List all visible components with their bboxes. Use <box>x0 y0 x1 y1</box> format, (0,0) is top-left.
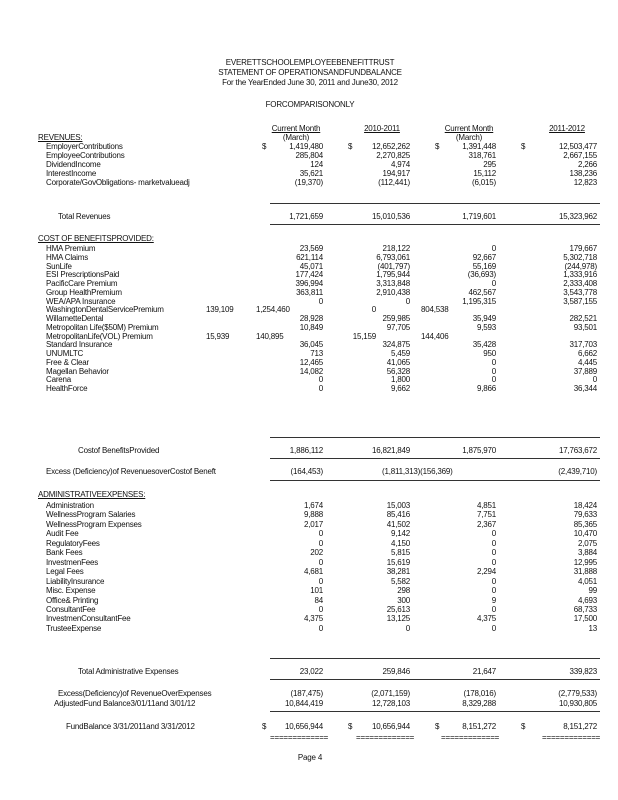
cost-row-col1: 28,928 <box>299 314 323 323</box>
cost-row-col2: 41,065 <box>386 357 410 367</box>
adjusted-fund-balance-col1: 10,844,419 <box>284 699 323 708</box>
fund-balance-eq-3: ============= <box>441 733 500 742</box>
cost-row-col3: 0 <box>491 357 496 367</box>
admin-row-label: LiabilityInsurance <box>46 576 105 586</box>
cost-row-col3: 0 <box>491 375 496 385</box>
cost-subtotal-rule <box>270 437 600 438</box>
revenue-row-col3: 1,391,448 <box>462 142 496 151</box>
total-revenues-label: Total Revenues <box>58 212 111 221</box>
cost-row-col1: 0 <box>318 375 323 385</box>
admin-row-col3: 0 <box>491 538 496 548</box>
cost-row-col1: 45,071 <box>299 261 323 271</box>
cost-row-col2: (401,797) <box>377 261 410 271</box>
total-revenues-col2: 15,010,536 <box>371 212 410 221</box>
excess-revenues-over-cost-col1: (164,453) <box>290 467 323 476</box>
cost-row-col3: 9,866 <box>476 384 496 393</box>
admin-row-col1: 1,674 <box>303 501 323 510</box>
excess-revenue-over-expenses-col3: (178,016) <box>463 689 496 698</box>
admin-row-col1: 9,888 <box>303 510 323 520</box>
excess-rule <box>270 480 600 481</box>
admin-row-col1: 4,681 <box>303 567 323 577</box>
total-revenues-col4: 15,323,962 <box>558 212 597 221</box>
admin-row-col3: 9 <box>491 595 496 605</box>
cost-row-col4: 37,889 <box>573 366 597 376</box>
revenue-row-label: EmployeeContributions <box>46 151 125 161</box>
admin-row-col2: 85,416 <box>386 510 410 520</box>
revenue-row-col1: 124 <box>310 160 323 170</box>
cost-row-col2: 259,985 <box>382 314 410 323</box>
cost-row-col3: 92,667 <box>472 252 496 262</box>
admin-row-label: Administration <box>46 501 94 510</box>
adjusted-fund-balance-col2: 12,728,103 <box>371 699 410 708</box>
admin-row-col2: 5,815 <box>390 548 410 558</box>
revenue-row-col2: 12,652,262 <box>371 142 410 151</box>
admin-row-col3: 2,367 <box>476 519 496 529</box>
admin-row-label: WellnessProgram Salaries <box>46 510 136 520</box>
cost-row-col2: 3,313,848 <box>376 279 410 288</box>
cost-row-label: Standard Insurance <box>46 340 113 350</box>
admin-row-col4: 4,693 <box>577 595 597 605</box>
revenue-row-label: EmployerContributions <box>46 142 123 151</box>
adjusted-fund-balance-col4: 10,930,805 <box>558 699 597 708</box>
admin-row-label: Legal Fees <box>46 567 84 577</box>
admin-row-col4: 2,075 <box>577 538 597 548</box>
admin-row-col4: 17,500 <box>573 614 597 624</box>
admin-row-col4: 68,733 <box>573 604 597 614</box>
cost-row-col4: 2,333,408 <box>563 279 597 288</box>
cost-row-col1: 23,569 <box>299 244 323 253</box>
admin-total-col1: 23,022 <box>299 667 323 676</box>
admin-row-col3: 0 <box>491 604 496 614</box>
cost-row-col1: 12,465 <box>299 357 323 367</box>
cost-row-col3: 804,538 <box>421 305 449 315</box>
cost-row-col2: 97,705 <box>386 322 410 332</box>
excess-revenues-over-cost-label: Excess (Deficiency)of RevenuesoverCostof Beneft <box>46 467 216 476</box>
revenue-row-label: InterestIncome <box>46 169 97 179</box>
revenue-row-dollar-4: $ <box>521 142 526 151</box>
cost-row-col3: 35,949 <box>472 314 496 323</box>
cost-row-col2: 56,328 <box>386 366 410 376</box>
fund-balance-col1: 10,656,944 <box>284 722 323 731</box>
total-revenues-col1: 1,721,659 <box>289 212 323 221</box>
admin-row-col1: 2,017 <box>303 519 323 529</box>
report-period: For the YearEnded June 30, 2011 and June30, 2012 <box>222 78 398 87</box>
cost-row-col3: 35,428 <box>472 340 496 350</box>
cost-row-col3: 950 <box>483 349 496 358</box>
revenue-row-col4: 2,667,155 <box>563 151 597 161</box>
cost-row-col3: 1,195,315 <box>462 296 496 306</box>
revenue-row-dollar-1: $ <box>262 142 267 151</box>
admin-row-label: InvestmenConsultantFee <box>46 614 131 624</box>
fund-balance-eq-2: ============= <box>356 733 415 742</box>
cost-row-col2: 0 <box>371 305 376 315</box>
admin-row-col3: 0 <box>491 548 496 558</box>
cost-row-col2: 1,795,944 <box>376 270 410 280</box>
cost-row-col2: 218,122 <box>382 244 410 253</box>
cost-row-col1: 396,994 <box>295 279 323 288</box>
cost-row-col4: (244,978) <box>564 261 597 271</box>
col4-heading: 2011-2012 <box>549 124 585 133</box>
admin-subtotal-rule <box>270 658 600 659</box>
admin-row-col2: 15,003 <box>386 501 410 510</box>
report-title: EVERETTSCHOOLEMPLOYEEBENEFITTRUST <box>225 58 395 67</box>
cost-row-col3: 462,567 <box>468 287 496 297</box>
admin-row-col2: 25,613 <box>386 604 410 614</box>
admin-total-label: Total Administrative Expenses <box>78 667 179 676</box>
cost-row-label: HealthForce <box>46 384 88 393</box>
admin-row-col2: 298 <box>397 586 410 596</box>
admin-row-col3: 0 <box>491 576 496 586</box>
cost-row-col4: 36,344 <box>573 384 597 393</box>
revenue-row-col4: 138,236 <box>569 169 597 179</box>
revenue-row-col1: 35,621 <box>299 169 323 179</box>
cost-row-col3: 0 <box>491 279 496 288</box>
cost-row-col3: 9,593 <box>476 322 496 332</box>
total-revenues-col3: 1,719,601 <box>462 212 496 221</box>
admin-row-col3: 0 <box>491 623 496 633</box>
fund-balance-col4: 8,151,272 <box>563 722 597 731</box>
admin-row-col2: 38,281 <box>386 567 410 577</box>
revenue-row-col3: 318,761 <box>468 151 496 161</box>
admin-row-col2: 41,502 <box>386 519 410 529</box>
cost-row-label: PacificCare Premium <box>46 279 118 288</box>
cost-row-col3: 55,169 <box>472 261 496 271</box>
cost-row-label: Metropolitan Life($50M) Premium <box>46 322 159 332</box>
revenue-row-col3: (6,015) <box>472 178 496 188</box>
admin-total-rule <box>270 679 600 680</box>
revenue-row-dollar-3: $ <box>435 142 440 151</box>
admin-row-col3: 0 <box>491 586 496 596</box>
cost-row-col1: 177,424 <box>295 270 323 280</box>
cost-row-label: Magellan Behavior <box>46 366 109 376</box>
admin-row-col3: 0 <box>491 529 496 539</box>
revenue-row-col4: 2,266 <box>577 160 597 170</box>
admin-row-col2: 9,142 <box>390 529 410 539</box>
cost-row-col2: 1,800 <box>390 375 410 385</box>
cost-total-col3: 1,875,970 <box>462 446 496 455</box>
cost-total-label: Costof BenefitsProvided <box>78 446 160 455</box>
admin-row-col2: 0 <box>405 623 410 633</box>
col3-subheading: (March) <box>455 133 483 142</box>
fund-balance-dollar-2: $ <box>348 722 353 731</box>
cost-row-col3: 144,406 <box>421 331 449 341</box>
admin-row-col2: 5,582 <box>390 576 410 586</box>
admin-total-col4: 339,823 <box>569 667 597 676</box>
excess-revenue-over-expenses-col4: (2,779,533) <box>558 689 597 698</box>
cost-row-memo: 15,939 <box>206 331 230 341</box>
cost-row-label: ESI PrescriptionsPaid <box>46 270 120 280</box>
revenue-row-label: Corporate/GovObligations- marketvalueadj <box>46 178 190 188</box>
cost-row-label: UNUMLTC <box>46 349 84 358</box>
cost-row-col1: 140,895 <box>256 331 284 341</box>
admin-row-col4: 12,995 <box>573 557 597 567</box>
cost-row-col3: (36,693) <box>467 270 496 280</box>
excess-revenue-over-expenses-col1: (187,475) <box>290 689 323 698</box>
admin-row-col1: 84 <box>314 595 323 605</box>
fund-balance-eq-4: ============= <box>542 733 601 742</box>
admin-row-label: Bank Fees <box>46 548 83 558</box>
cost-row-col4: 1,333,916 <box>563 270 597 280</box>
fund-balance-dollar-4: $ <box>521 722 526 731</box>
cost-row-col2: 324,875 <box>382 340 410 350</box>
cost-row-col3: 0 <box>491 366 496 376</box>
admin-row-col3: 4,375 <box>476 614 496 624</box>
cost-row-col1: 0 <box>318 384 323 393</box>
excess-revenue-over-expenses-label: Excess(Deficiency)of RevenueOverExpenses <box>58 689 212 698</box>
admin-row-col2: 13,125 <box>386 614 410 624</box>
admin-row-col4: 18,424 <box>573 501 597 510</box>
cost-row-label: Group HealthPremium <box>46 287 122 297</box>
revenue-row-dollar-2: $ <box>348 142 353 151</box>
cost-row-col4: 282,521 <box>569 314 597 323</box>
cost-row-col1: 36,045 <box>299 340 323 350</box>
admin-row-col2: 15,619 <box>386 557 410 567</box>
cost-row-label: MetropolitanLife(VOL) Premium <box>46 331 153 341</box>
cost-row-col2: 6,793,061 <box>376 252 410 262</box>
admin-row-col1: 101 <box>310 586 323 596</box>
admin-total-col3: 21,647 <box>472 667 496 676</box>
revenues-heading: REVENUES: <box>38 133 83 142</box>
cost-row-col1: 10,849 <box>299 322 323 332</box>
cost-row-label: Carena <box>46 375 72 385</box>
admin-row-col4: 31,888 <box>573 567 597 577</box>
cost-row-col2: 9,662 <box>390 384 410 393</box>
cost-row-label: WEA/APA Insurance <box>46 296 116 306</box>
admin-row-col1: 0 <box>318 576 323 586</box>
cost-row-col1: 14,082 <box>299 366 323 376</box>
revenue-row-label: DividendIncome <box>46 160 101 170</box>
admin-row-col1: 4,375 <box>303 614 323 624</box>
revenue-row-col4: 12,503,477 <box>558 142 597 151</box>
cost-row-col4: 93,501 <box>573 322 597 332</box>
col2-heading: 2010-2011 <box>364 124 400 133</box>
report-subtitle: STATEMENT OF OPERATIONSANDFUNDBALANCE <box>218 68 402 77</box>
col1-subheading: (March) <box>282 133 310 142</box>
cost-row-col1: 713 <box>310 349 323 358</box>
cost-total-rule <box>270 458 600 459</box>
admin-row-col3: 4,851 <box>476 501 496 510</box>
cost-row-label: Free & Clear <box>46 357 89 367</box>
cost-row-col4: 179,667 <box>569 244 597 253</box>
admin-row-col1: 0 <box>318 538 323 548</box>
admin-row-col3: 0 <box>491 557 496 567</box>
cost-row-col4: 317,703 <box>569 340 597 350</box>
col3-heading: Current Month <box>444 124 494 133</box>
cost-row-col3: 0 <box>491 244 496 253</box>
admin-row-col1: 202 <box>310 548 323 558</box>
cost-heading: COST OF BENEFITSPROVIDED: <box>38 234 154 243</box>
excess-revenue-over-expenses-col2: (2,071,159) <box>371 689 410 698</box>
revenues-total-rule <box>270 224 600 225</box>
revenue-row-col1: 1,419,480 <box>289 142 323 151</box>
revenue-row-col2: (112,441) <box>378 178 410 188</box>
admin-row-col1: 0 <box>318 529 323 539</box>
comparison-note: FORCOMPARISONONLY <box>265 100 355 109</box>
cost-total-col2: 16,821,849 <box>371 446 410 455</box>
cost-row-label: SunLife <box>46 261 72 271</box>
adjusted-fund-balance-col3: 8,329,288 <box>462 699 496 708</box>
cost-row-col2: 15,159 <box>352 331 376 341</box>
admin-row-col4: 99 <box>588 586 597 596</box>
admin-row-col4: 85,365 <box>573 519 597 529</box>
cost-row-memo: 139,109 <box>206 305 234 315</box>
cost-row-col4: 6,662 <box>577 349 597 358</box>
admin-row-col2: 300 <box>397 595 410 605</box>
admin-row-label: TrusteeExpense <box>46 623 102 633</box>
admin-row-label: Office& Printing <box>46 595 99 605</box>
revenues-subtotal-rule <box>270 203 600 204</box>
admin-row-label: ConsultantFee <box>46 604 96 614</box>
revenue-row-col1: (19,370) <box>294 178 323 188</box>
cost-row-col1: 0 <box>318 296 323 306</box>
admin-row-col4: 13 <box>588 623 597 633</box>
admin-row-label: Audit Fee <box>46 529 79 539</box>
cost-row-col2: 0 <box>405 296 410 306</box>
revenue-row-col3: 15,112 <box>473 169 496 179</box>
cost-row-col4: 4,445 <box>577 357 597 367</box>
admin-row-col4: 4,051 <box>577 576 597 586</box>
admin-row-col3: 2,294 <box>476 567 496 577</box>
page-number: Page 4 <box>297 753 323 762</box>
admin-row-col2: 4,150 <box>390 538 410 548</box>
admin-row-col4: 10,470 <box>573 529 597 539</box>
col1-heading: Current Month <box>271 124 321 133</box>
admin-row-col1: 0 <box>318 604 323 614</box>
cost-row-col1: 363,811 <box>296 287 323 297</box>
excess-revenues-over-cost-col2-col3: (1,811,313)(156,369) <box>382 467 453 476</box>
admin-row-col4: 3,884 <box>577 548 597 558</box>
cost-row-label: HMA Claims <box>46 252 89 262</box>
cost-row-col1: 1,254,460 <box>256 305 290 315</box>
revenue-row-col2: 194,917 <box>382 169 410 179</box>
revenue-row-col2: 4,974 <box>390 160 410 170</box>
cost-row-col4: 5,302,718 <box>563 252 597 262</box>
cost-row-col1: 621,114 <box>296 252 323 262</box>
cost-row-label: WillametteDental <box>46 314 104 323</box>
revenue-row-col2: 2,270,825 <box>376 151 410 161</box>
revenue-row-col1: 285,804 <box>295 151 323 161</box>
fund-balance-dollar-1: $ <box>262 722 267 731</box>
cost-row-label: HMA Premium <box>46 244 96 253</box>
admin-row-label: InvestmenFees <box>46 557 99 567</box>
admin-row-col1: 0 <box>318 623 323 633</box>
admin-row-label: RegulatoryFees <box>46 538 100 548</box>
cost-total-col4: 17,763,672 <box>558 446 597 455</box>
revenue-row-col4: 12,823 <box>573 178 597 188</box>
adjusted-fund-balance-label: AdjustedFund Balance3/01/11and 3/01/12 <box>54 699 196 708</box>
admin-row-col3: 7,751 <box>476 510 496 520</box>
cost-row-col4: 3,587,155 <box>563 296 597 306</box>
admin-row-col1: 0 <box>318 557 323 567</box>
fund-balance-col3: 8,151,272 <box>462 722 496 731</box>
fund-balance-col2: 10,656,944 <box>371 722 410 731</box>
revenue-row-col3: 295 <box>483 160 496 170</box>
cost-row-label: WashingtonDentalServicePremium <box>46 305 164 315</box>
admin-row-label: WellnessProgram Expenses <box>46 519 142 529</box>
cost-total-col1: 1,886,112 <box>289 446 323 455</box>
admin-heading: ADMINISTRATIVEEXPENSES: <box>38 490 146 499</box>
cost-row-col2: 2,910,438 <box>376 287 410 297</box>
fund-balance-eq-1: ============= <box>270 733 329 742</box>
adjusted-rule <box>270 711 600 712</box>
cost-row-col4: 3,543,778 <box>563 287 597 297</box>
cost-row-col2: 5,459 <box>390 349 410 358</box>
admin-row-label: Misc. Expense <box>46 586 96 596</box>
cost-row-col4: 0 <box>592 375 597 385</box>
excess-revenues-over-cost-col4: (2,439,710) <box>558 467 597 476</box>
admin-total-col2: 259,846 <box>382 667 410 676</box>
admin-row-col4: 79,633 <box>573 510 597 520</box>
fund-balance-label: FundBalance 3/31/2011and 3/31/2012 <box>66 722 195 731</box>
fund-balance-dollar-3: $ <box>435 722 440 731</box>
